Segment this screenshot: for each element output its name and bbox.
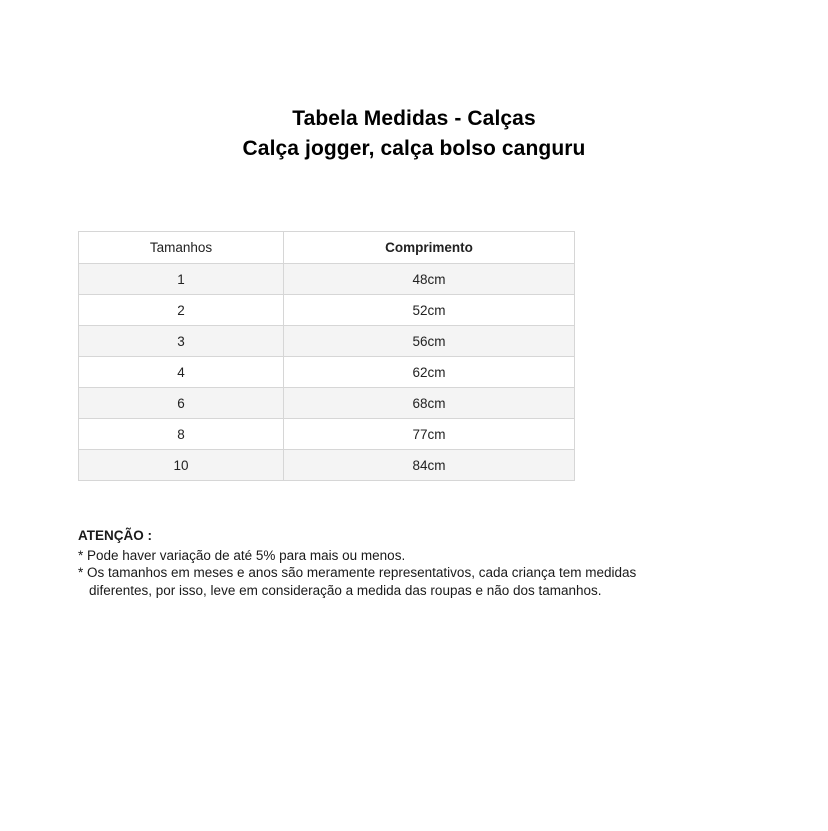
cell-size: 1 bbox=[79, 264, 284, 295]
column-header-length: Comprimento bbox=[284, 232, 575, 264]
page-title bbox=[0, 104, 828, 164]
table-header-row bbox=[79, 232, 575, 264]
cell-size: 2 bbox=[79, 295, 284, 326]
table-row bbox=[79, 388, 575, 419]
column-header-sizes: Tamanhos bbox=[79, 232, 284, 264]
cell-length: 52cm bbox=[284, 295, 575, 326]
table-row bbox=[79, 419, 575, 450]
cell-length: 56cm bbox=[284, 326, 575, 357]
cell-size: 4 bbox=[79, 357, 284, 388]
title-line-2: Calça jogger, calça bolso canguru bbox=[242, 137, 586, 160]
note-variation: * Pode haver variação de até 5% para mais ou menos. bbox=[78, 547, 406, 563]
cell-size: 6 bbox=[79, 388, 284, 419]
table-row bbox=[79, 326, 575, 357]
notes-heading: ATENÇÃO : bbox=[78, 528, 152, 543]
measurements-table bbox=[78, 231, 575, 481]
cell-size: 3 bbox=[79, 326, 284, 357]
cell-length: 62cm bbox=[284, 357, 575, 388]
table-header bbox=[79, 232, 575, 264]
cell-size: 8 bbox=[79, 419, 284, 450]
note-sizes-continued: diferentes, por isso, leve em consideração a medida das roupas e não dos tamanhos. bbox=[89, 582, 602, 598]
table-row bbox=[79, 357, 575, 388]
cell-length: 77cm bbox=[284, 419, 575, 450]
cell-size: 10 bbox=[79, 450, 284, 481]
table-row bbox=[79, 450, 575, 481]
table-row bbox=[79, 295, 575, 326]
cell-length: 68cm bbox=[284, 388, 575, 419]
measurements-table-wrapper bbox=[78, 231, 574, 481]
cell-length: 48cm bbox=[284, 264, 575, 295]
title-line-1: Tabela Medidas - Calças bbox=[292, 107, 536, 130]
note-sizes: * Os tamanhos em meses e anos são meramente representativos, cada criança tem medidas bbox=[78, 565, 637, 580]
cell-length: 84cm bbox=[284, 450, 575, 481]
table-body bbox=[79, 264, 575, 481]
table-row bbox=[79, 264, 575, 295]
notes-section bbox=[78, 527, 758, 599]
